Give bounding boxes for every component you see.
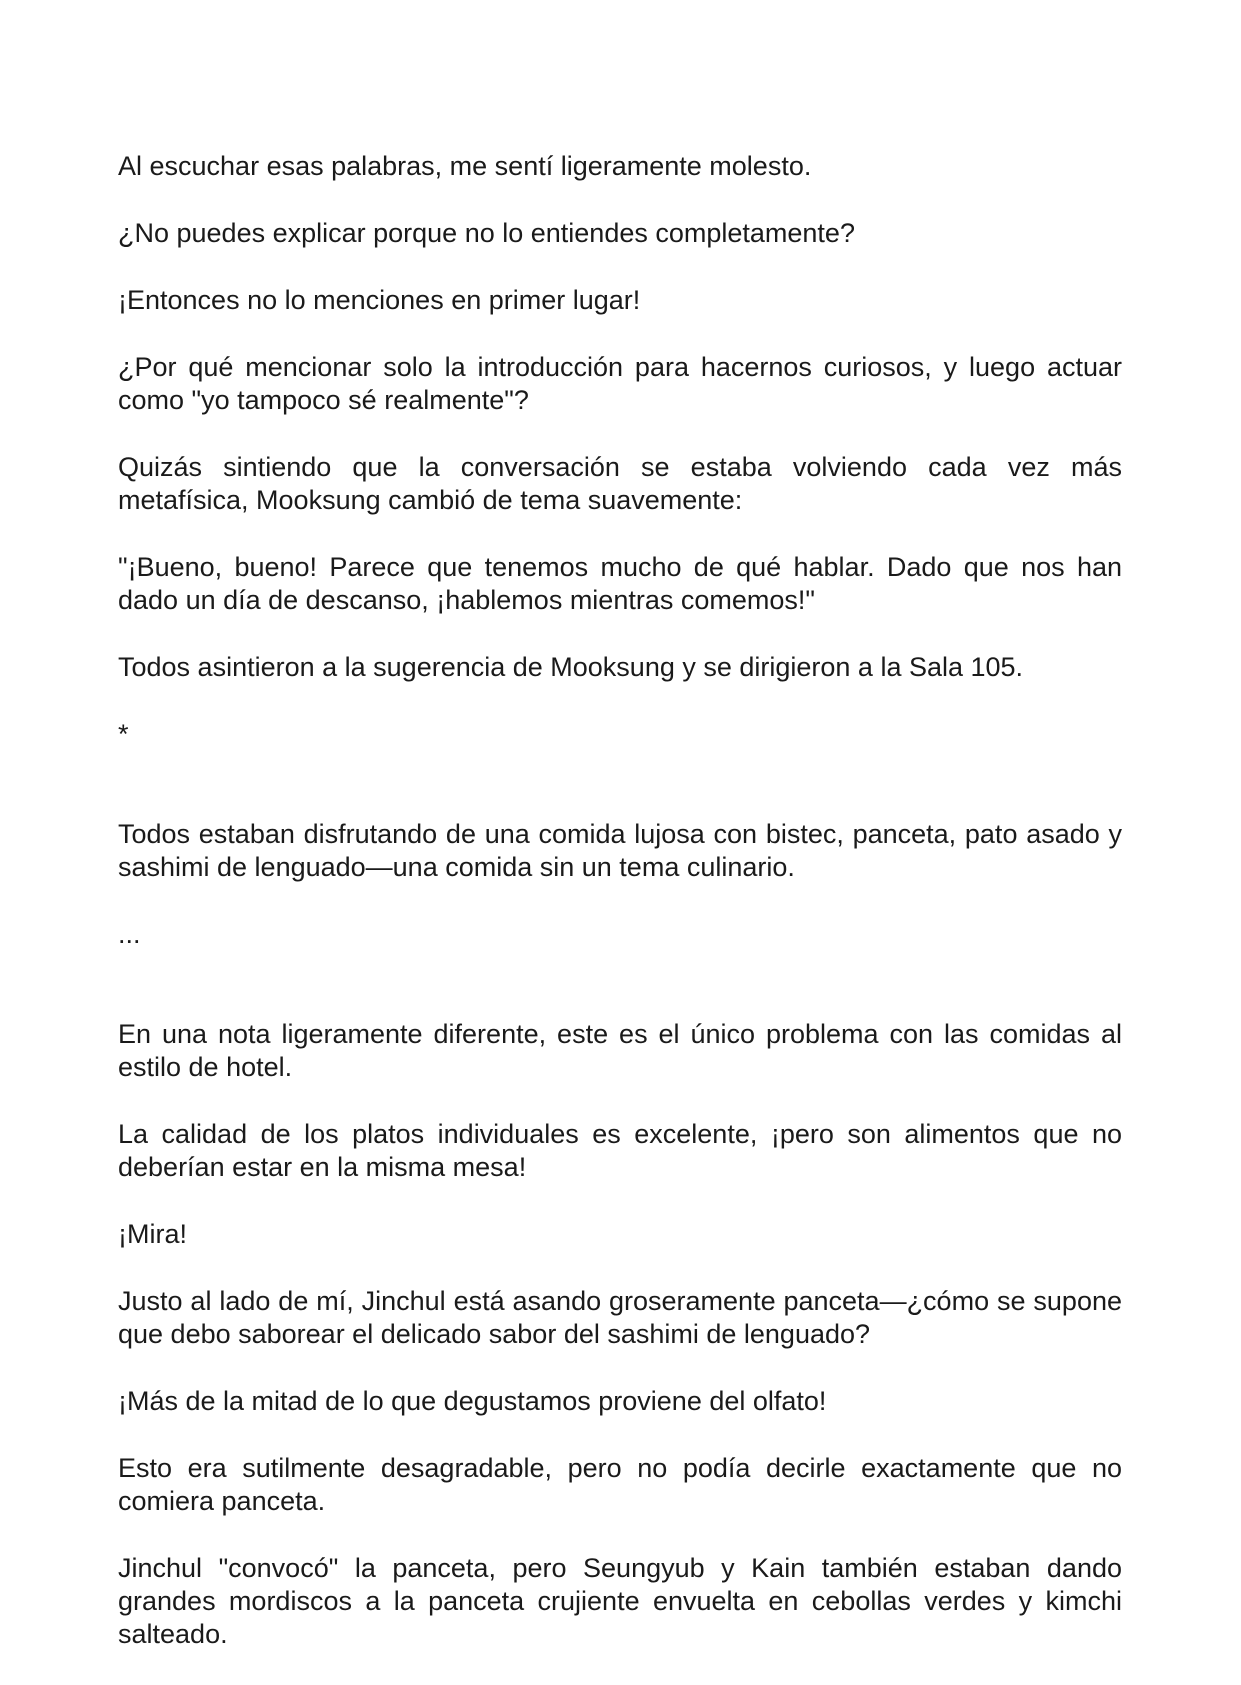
- paragraph: ¡Mira!: [118, 1219, 187, 1249]
- paragraph: Al escuchar esas palabras, me sentí ligeramente molesto.: [118, 151, 812, 181]
- paragraph: Todos estaban disfrutando de una comida lujosa con bistec, panceta, pato asado y sashimi de lenguado—una comida sin un tema culinario.: [118, 819, 1122, 882]
- paragraph: Justo al lado de mí, Jinchul está asando groseramente panceta—¿cómo se supone que debo saborear el delicado sabor del sashimi de lenguado?: [118, 1286, 1122, 1349]
- paragraph: ¿Por qué mencionar solo la introducción para hacernos curiosos, y luego actuar como "yo tampoco sé realmente"?: [118, 352, 1122, 415]
- paragraph: "¡Bueno, bueno! Parece que tenemos mucho de qué hablar. Dado que nos han dado un día de descanso, ¡hablemos mientras comemos!": [118, 552, 1122, 615]
- paragraph: Jinchul "convocó" la panceta, pero Seungyub y Kain también estaban dando grandes mordiscos a la panceta crujiente envuelta en cebollas verdes y kimchi salteado.: [118, 1553, 1122, 1649]
- paragraph: Quizás sintiendo que la conversación se estaba volviendo cada vez más metafísica, Mooksung cambió de tema suavemente:: [118, 452, 1122, 515]
- paragraph: ¿No puedes explicar porque no lo entiendes completamente?: [118, 218, 855, 248]
- ellipsis-line: ...: [118, 919, 141, 949]
- paragraph: ¡Más de la mitad de lo que degustamos proviene del olfato!: [118, 1386, 827, 1416]
- paragraph: ¡Entonces no lo menciones en primer lugar!: [118, 285, 641, 315]
- document-body: [118, 150, 1122, 1685]
- paragraph: En una nota ligeramente diferente, este es el único problema con las comidas al estilo de hotel.: [118, 1019, 1122, 1082]
- paragraph: La calidad de los platos individuales es excelente, ¡pero son alimentos que no deberían estar en la misma mesa!: [118, 1119, 1122, 1182]
- scene-break: *: [118, 719, 129, 749]
- paragraph: Todos asintieron a la sugerencia de Mooksung y se dirigieron a la Sala 105.: [118, 652, 1024, 682]
- paragraph: Esto era sutilmente desagradable, pero no podía decirle exactamente que no comiera panceta.: [118, 1453, 1122, 1516]
